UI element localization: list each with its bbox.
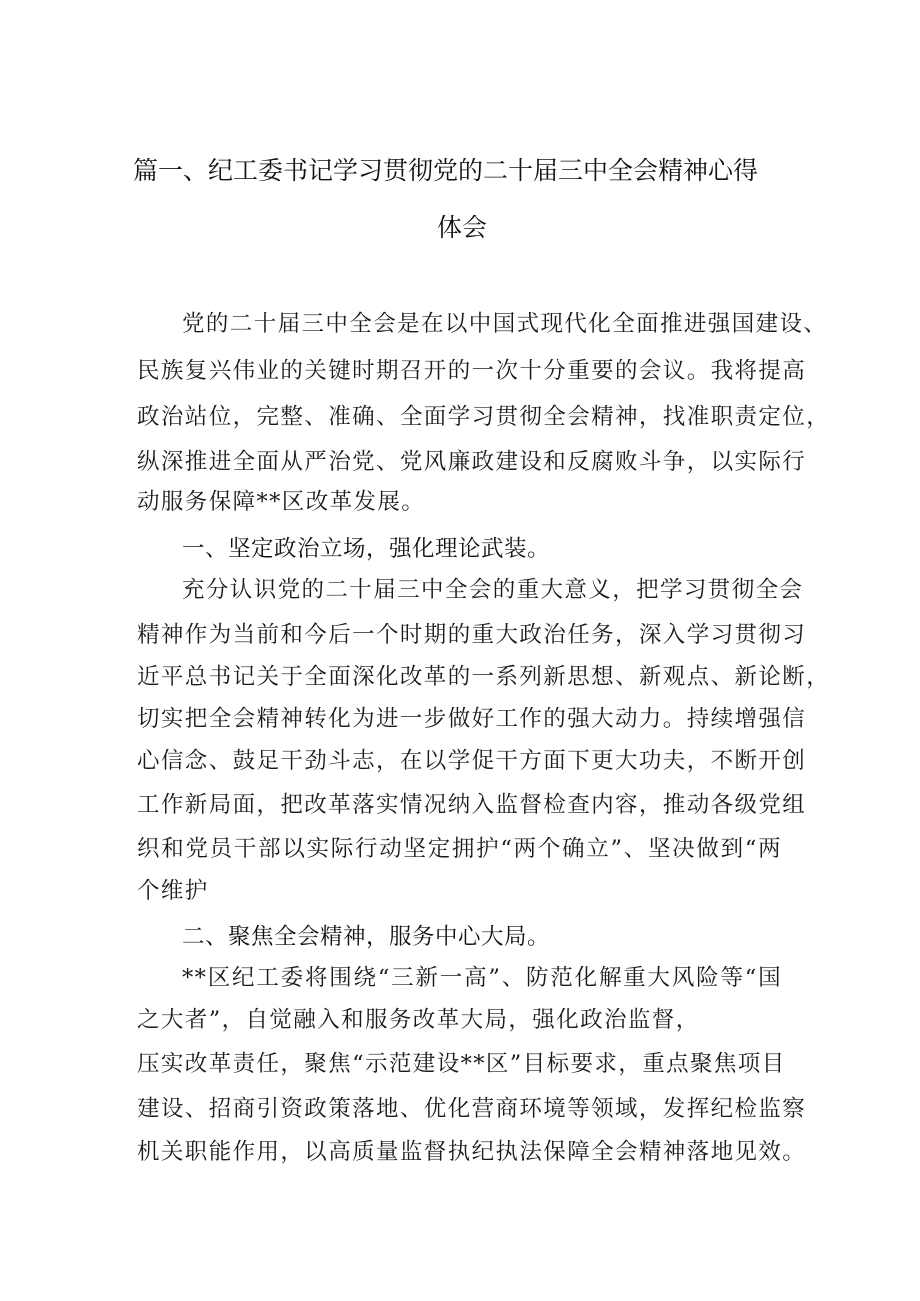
section-1-line: 心信念、鼓足干劲斗志，在以学促干方面下更大功夫，不断开创 bbox=[137, 748, 807, 774]
section-1-line: 工作新局面，把改革落实情况纳入监督检查内容，推动各级党组 bbox=[137, 792, 807, 818]
section-2-line: **区纪工委将围绕“三新一高”、防范化解重大风险等“国 bbox=[182, 965, 782, 991]
section-1-line: 近平总书记关于全面深化改革的一系列新思想、新观点、新论断， bbox=[137, 664, 831, 690]
intro-line: 党的二十届三中全会是在以中国式现代化全面推进强国建设、 bbox=[182, 311, 828, 337]
section-1-line: 精神作为当前和今后一个时期的重大政治任务，深入学习贯彻习 bbox=[137, 622, 807, 648]
section-1-line: 个维护 bbox=[137, 878, 209, 904]
section-2-line: 压实改革责任，聚焦“示范建设**区”目标要求，重点聚焦项目 bbox=[137, 1051, 786, 1077]
section-2-line: 建设、招商引资政策落地、优化营商环境等领域，发挥纪检监察 bbox=[137, 1096, 807, 1122]
intro-line: 政治站位，完整、准确、全面学习贯彻全会精神，找准职责定位， bbox=[137, 404, 831, 430]
section-heading-2: 二、聚焦全会精神，服务中心大局。 bbox=[182, 924, 551, 950]
section-1-line: 充分认识党的二十届三中全会的重大意义，把学习贯彻全会 bbox=[182, 577, 804, 603]
intro-line: 民族复兴伟业的关键时期召开的一次十分重要的会议。我将提高 bbox=[137, 358, 807, 384]
section-heading-1: 一、坚定政治立场，强化理论武装。 bbox=[182, 536, 551, 562]
section-2-line: 之大者”，自觉融入和服务改革大局，强化政治监督， bbox=[137, 1007, 700, 1033]
intro-line: 动服务保障**区改革发展。 bbox=[137, 489, 426, 515]
intro-line: 纵深推进全面从严治党、党风廉政建设和反腐败斗争，以实际行 bbox=[137, 449, 807, 475]
section-1-line: 织和党员干部以实际行动坚定拥护“两个确立”、坚决做到“两 bbox=[137, 836, 782, 862]
document-title-line-1: 篇一、纪工委书记学习贯彻党的二十届三中全会精神心得 bbox=[133, 156, 759, 185]
document-title-line-2: 体会 bbox=[437, 213, 488, 242]
section-1-line: 切实把全会精神转化为进一步做好工作的强大动力。持续增强信 bbox=[137, 706, 807, 732]
section-2-line: 机关职能作用，以高质量监督执纪执法保障全会精神落地见效。 bbox=[137, 1139, 807, 1165]
